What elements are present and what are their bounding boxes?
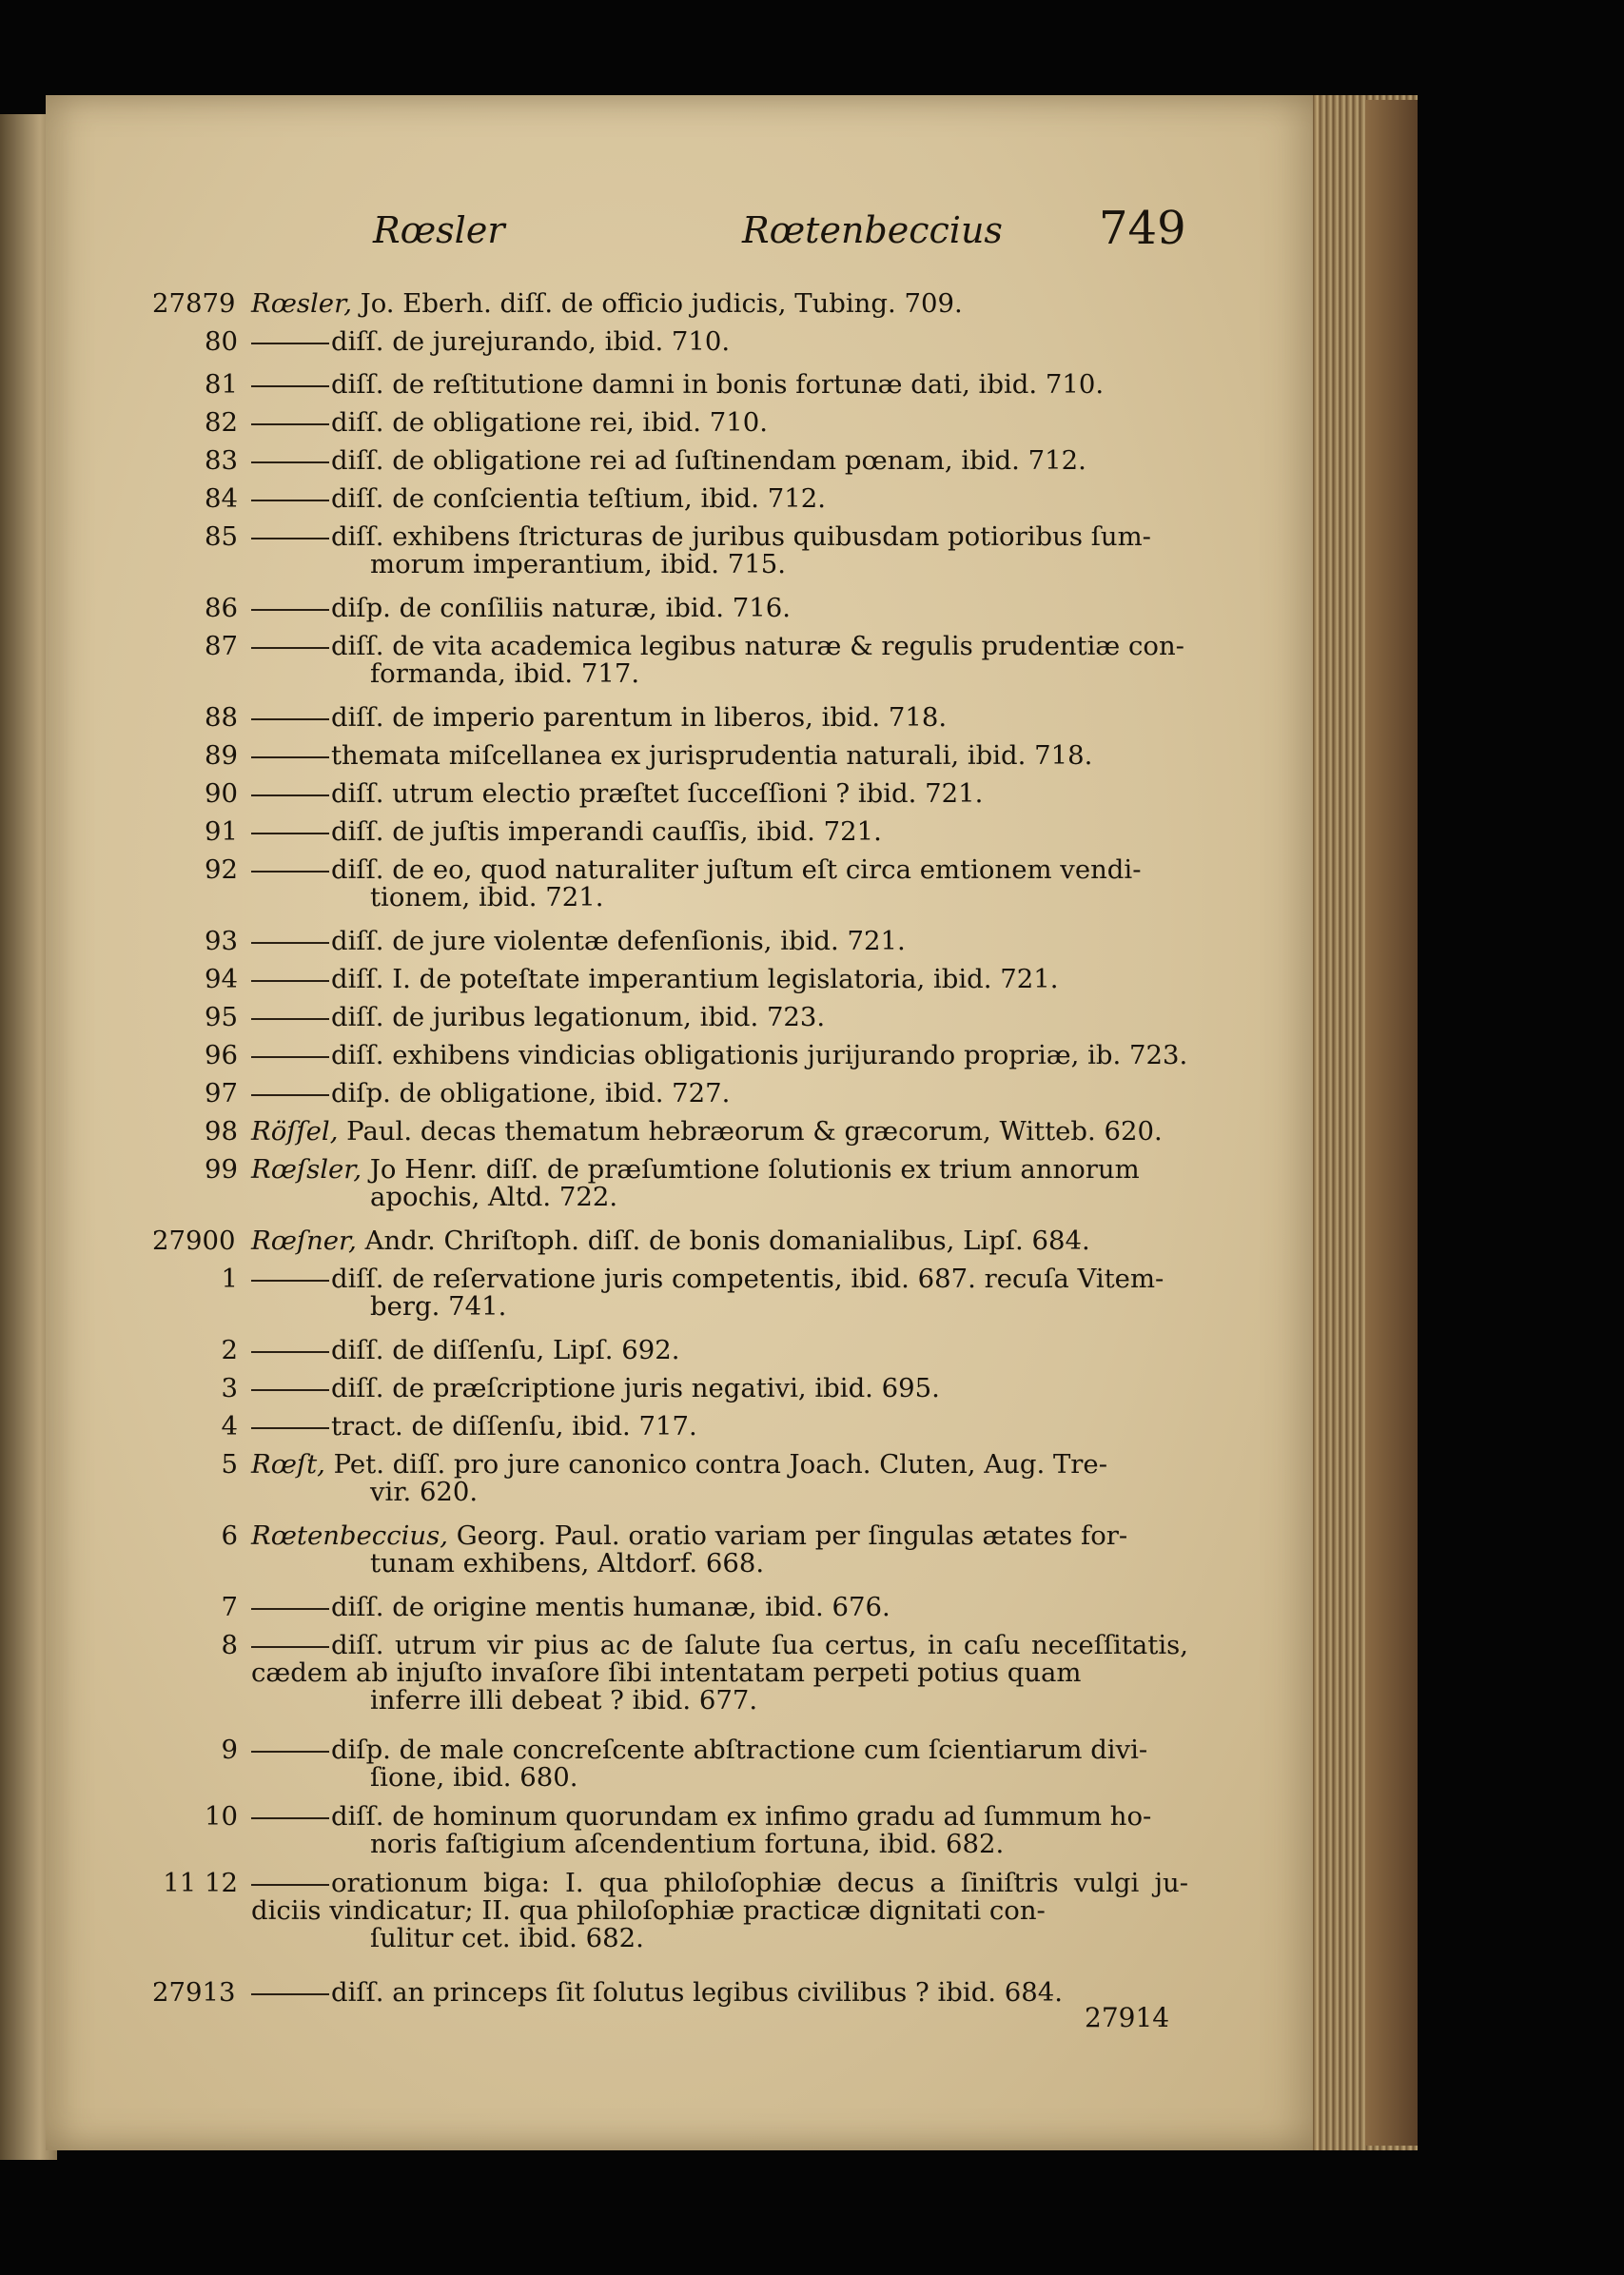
- ditto-dash: [251, 1427, 329, 1429]
- header-center: Rœtenbeccius: [742, 209, 1003, 251]
- ditto-dash: [251, 718, 329, 720]
- ditto-dash: [251, 461, 329, 463]
- entry-number: 80: [205, 326, 238, 357]
- entry-number: 90: [205, 778, 238, 809]
- entry-body: [251, 1736, 1188, 1792]
- entry-continuation: ſione, ibid. 680.: [370, 1762, 578, 1793]
- entry-body: [251, 1042, 1188, 1069]
- entry-number: 27900: [152, 1226, 236, 1256]
- entry-body: [251, 1413, 1188, 1441]
- entry-body: [251, 1375, 1188, 1402]
- entry-text: diſſ. de eo, quod naturaliter juſtum eſt circa emtionem vendi-: [331, 854, 1142, 885]
- entry-number: 91: [205, 816, 238, 847]
- entry-number: 87: [205, 631, 238, 661]
- entry-number: 86: [205, 593, 238, 623]
- entry-number: 84: [205, 483, 238, 514]
- author-name: Rœſsler,: [251, 1154, 370, 1185]
- entry-text: themata miſcellanea ex jurisprudentia naturali, ibid. 718.: [331, 740, 1093, 771]
- entry-body: [251, 1156, 1188, 1211]
- entry-number: 81: [205, 369, 238, 400]
- ditto-dash: [251, 794, 329, 796]
- entry-body: [251, 633, 1188, 688]
- entry-body: [251, 371, 1188, 399]
- entry-number: 7: [221, 1592, 238, 1622]
- entry-body: [251, 742, 1188, 770]
- entry-text: Jo Henr. diſſ. de præſumtione ſolutionis ex trium annorum: [369, 1154, 1140, 1185]
- author-name: Rœtenbeccius,: [251, 1520, 457, 1551]
- entry-continuation: vir. 620.: [370, 1477, 479, 1507]
- ditto-dash: [251, 756, 329, 758]
- entry-body: [251, 780, 1188, 808]
- entry-body: [251, 328, 1188, 356]
- ditto-dash: [251, 1351, 329, 1353]
- entry-text: diſſ. an princeps ſit ſolutus legibus civilibus ? ibid. 684.: [331, 1977, 1064, 2008]
- entry-body: [251, 1227, 1188, 1255]
- entry-text: tract. de diſſenſu, ibid. 717.: [331, 1411, 697, 1441]
- entry-text: Jo. Eberh. diſſ. de officio judicis, Tubing. 709.: [360, 288, 963, 319]
- entry-text: diſp. de male concreſcente abſtractione cum ſcientiarum divi-: [331, 1735, 1148, 1765]
- entry-text: diſſ. exhibens ſtricturas de juribus quibusdam potioribus ſum-: [331, 521, 1151, 552]
- ditto-dash: [251, 1646, 329, 1648]
- author-name: Rœſner,: [251, 1226, 365, 1256]
- ditto-dash: [251, 1056, 329, 1058]
- ditto-dash: [251, 942, 329, 944]
- entry-text: diſſ. de jurejurando, ibid. 710.: [331, 326, 731, 357]
- entry-number: 3: [221, 1373, 238, 1403]
- ditto-dash: [251, 1389, 329, 1391]
- entry-number: 88: [205, 702, 238, 733]
- entry-number: 85: [205, 521, 238, 552]
- entry-number: 94: [205, 964, 238, 994]
- entry-text: diſſ. de obligatione rei ad ſuſtinendam pœnam, ibid. 712.: [331, 445, 1086, 476]
- entry-text: diſp. de obligatione, ibid. 727.: [331, 1078, 731, 1108]
- entry-text: diſſ. de jure violentæ defenſionis, ibid. 721.: [331, 926, 906, 956]
- ditto-dash: [251, 1817, 329, 1819]
- entry-text: diſſ. exhibens vindicias obligationis jurijurando propriæ, ib. 723.: [331, 1040, 1188, 1070]
- page-number: 749: [1099, 202, 1186, 255]
- ditto-dash: [251, 1018, 329, 1020]
- entry-number: 5: [221, 1449, 238, 1480]
- entry-body: [251, 1594, 1188, 1621]
- entry-text: diſſ. de vita academica legibus naturæ & regulis prudentiæ con-: [331, 631, 1184, 661]
- entry-continuation: tunam exhibens, Altdorf. 668.: [370, 1548, 765, 1579]
- entry-body: [251, 595, 1188, 622]
- entry-continuation: formanda, ibid. 717.: [370, 658, 640, 689]
- entry-text: diſſ. de conſcientia teſtium, ibid. 712.: [331, 483, 827, 514]
- entry-number: 1: [221, 1264, 238, 1294]
- ditto-dash: [251, 980, 329, 982]
- entry-body: [251, 1004, 1188, 1031]
- entry-text: diſſ. de imperio parentum in liberos, ibid. 718.: [331, 702, 948, 733]
- entry-number: 11 12: [163, 1868, 238, 1898]
- entry-body: [251, 1118, 1188, 1146]
- ditto-dash: [251, 647, 329, 649]
- entry-body: [251, 409, 1188, 437]
- entry-text: diſſ. de præſcriptione juris negativi, ibid. 695.: [331, 1373, 940, 1403]
- entry-number: 27879: [152, 288, 236, 319]
- entry-text: diſſ. utrum electio præſtet ſucceſſioni ? ibid. 721.: [331, 778, 984, 809]
- entry-text: diſſ. de hominum quorundam ex infimo gradu ad ſummum ho-: [331, 1801, 1152, 1832]
- entry-text: diſſ. utrum vir pius ac de ſalute ſua certus, in caſu neceſſitatis, cædem ab injuſto invaſore ſibi intentatam perpeti potius quam: [251, 1630, 1188, 1688]
- author-name: Röſſel,: [251, 1116, 347, 1147]
- entry-text: orationum biga: I. qua philoſophiæ decus a ſiniſtris vulgi ju- diciis vindicatur; II. qua philoſophiæ practicæ dignitati con-: [251, 1868, 1188, 1926]
- catchword: 27914: [1085, 2002, 1170, 2033]
- entry-text: Georg. Paul. oratio variam per ſingulas ætates for-: [456, 1520, 1128, 1551]
- ditto-dash: [251, 1751, 329, 1753]
- entry-body: [251, 704, 1188, 732]
- entry-continuation: ſulitur cet. ibid. 682.: [370, 1923, 644, 1953]
- entry-number: 8: [221, 1630, 238, 1660]
- author-name: Rœſt,: [251, 1449, 334, 1480]
- author-name: Rœsler,: [251, 288, 361, 319]
- header-left: Rœsler: [373, 209, 505, 251]
- entry-body: [251, 447, 1188, 475]
- entry-body: [251, 290, 1188, 318]
- ditto-dash: [251, 1993, 329, 1995]
- entry-continuation: noris faſtigium aſcendentium fortuna, ibid. 682.: [370, 1829, 1005, 1859]
- ditto-dash: [251, 500, 329, 501]
- entry-number: 95: [205, 1002, 238, 1032]
- entry-number: 6: [221, 1520, 238, 1551]
- ditto-dash: [251, 423, 329, 425]
- entry-body: [251, 1522, 1188, 1578]
- ditto-dash: [251, 1608, 329, 1610]
- entry-number: 93: [205, 926, 238, 956]
- ditto-dash: [251, 871, 329, 873]
- entry-body: [251, 1632, 1188, 1715]
- entry-body: [251, 1979, 1188, 2007]
- entry-text: diſſ. de reſtitutione damni in bonis fortunæ dati, ibid. 710.: [331, 369, 1105, 400]
- entry-text: diſſ. de obligatione rei, ibid. 710.: [331, 407, 768, 438]
- entry-body: [251, 966, 1188, 993]
- ditto-dash: [251, 343, 329, 344]
- entry-body: [251, 1870, 1188, 1952]
- entry-continuation: tionem, ibid. 721.: [370, 882, 604, 912]
- entry-body: [251, 1080, 1188, 1108]
- entry-continuation: inferre illi debeat ? ibid. 677.: [370, 1685, 758, 1716]
- entry-number: 99: [205, 1154, 238, 1185]
- ditto-dash: [251, 1884, 329, 1886]
- entry-body: [251, 485, 1188, 513]
- entry-number: 82: [205, 407, 238, 438]
- entry-body: [251, 1337, 1188, 1364]
- ditto-dash: [251, 1094, 329, 1096]
- ditto-dash: [251, 538, 329, 539]
- entry-body: [251, 1803, 1188, 1858]
- ditto-dash: [251, 833, 329, 834]
- entry-number: 10: [205, 1801, 238, 1832]
- entry-body: [251, 856, 1188, 912]
- entry-text: Pet. diſſ. pro jure canonico contra Joach. Cluten, Aug. Tre-: [333, 1449, 1107, 1480]
- entry-text: Andr. Chriſtoph. diſſ. de bonis domanialibus, Lipſ. 684.: [364, 1226, 1090, 1256]
- entry-body: [251, 818, 1188, 846]
- entry-number: 89: [205, 740, 238, 771]
- ditto-dash: [251, 609, 329, 611]
- entry-continuation: morum imperantium, ibid. 715.: [370, 549, 786, 579]
- entry-body: [251, 523, 1188, 579]
- entry-number: 97: [205, 1078, 238, 1108]
- entry-number: 9: [221, 1735, 238, 1765]
- entry-text: diſſ. I. de poteſtate imperantium legislatoria, ibid. 721.: [331, 964, 1059, 994]
- entry-number: 4: [221, 1411, 238, 1441]
- entry-number: 96: [205, 1040, 238, 1070]
- entry-continuation: berg. 741.: [370, 1291, 507, 1322]
- entry-text: Paul. decas thematum hebræorum & græcorum, Witteb. 620.: [346, 1116, 1163, 1147]
- entry-body: [251, 928, 1188, 955]
- entry-body: [251, 1451, 1188, 1506]
- entry-text: diſſ. de diſſenſu, Lipſ. 692.: [331, 1335, 680, 1365]
- entry-text: diſſ. de reſervatione juris competentis, ibid. 687. recuſa Vitem-: [331, 1264, 1164, 1294]
- entry-number: 27913: [152, 1977, 236, 2008]
- entry-number: 2: [221, 1335, 238, 1365]
- entry-text: diſſ. de juſtis imperandi cauſſis, ibid. 721.: [331, 816, 882, 847]
- entry-continuation: apochis, Altd. 722.: [370, 1182, 618, 1212]
- entry-text: diſſ. de origine mentis humanæ, ibid. 676.: [331, 1592, 890, 1622]
- entry-number: 83: [205, 445, 238, 476]
- entry-text: diſp. de conſiliis naturæ, ibid. 716.: [331, 593, 792, 623]
- entry-body: [251, 1265, 1188, 1321]
- ditto-dash: [251, 385, 329, 387]
- entry-number: 98: [205, 1116, 238, 1147]
- ditto-dash: [251, 1280, 329, 1282]
- entry-number: 92: [205, 854, 238, 885]
- entry-text: diſſ. de juribus legationum, ibid. 723.: [331, 1002, 826, 1032]
